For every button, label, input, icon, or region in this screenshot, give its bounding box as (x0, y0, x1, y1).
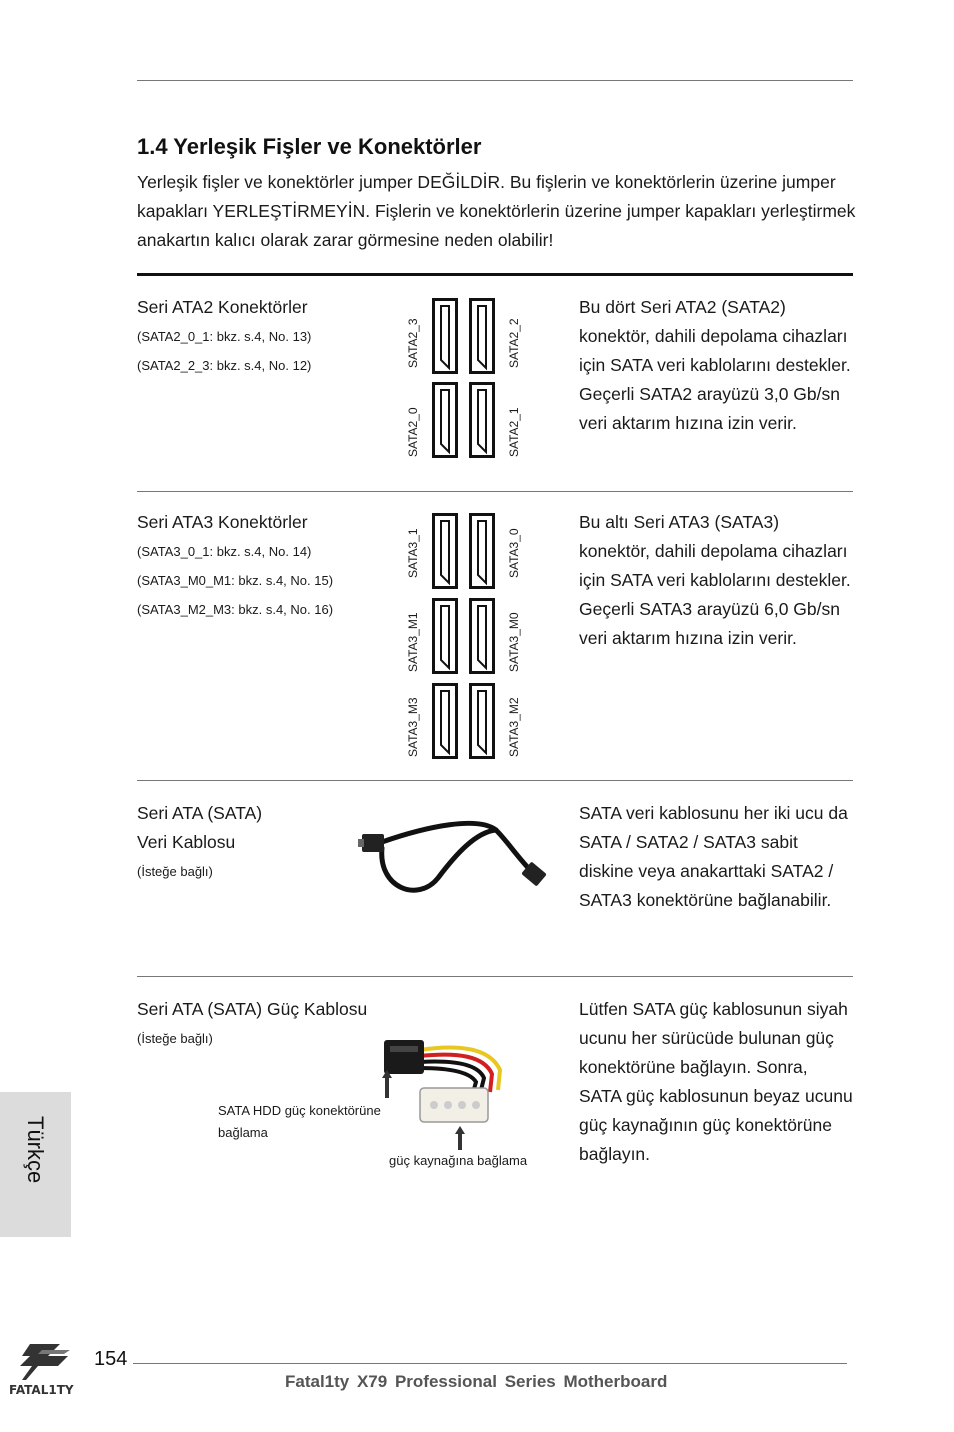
port-label-sata3-0: SATA3_0 (507, 528, 521, 578)
port-label-sata3-m1: SATA3_M1 (406, 612, 420, 672)
language-tab (0, 1092, 71, 1237)
data-cable-title-1: Seri ATA (SATA) (137, 803, 263, 823)
arrow-up-icon (381, 1068, 393, 1098)
caption-hdd-line-2: bağlama (218, 1125, 268, 1140)
power-cable-optional: (İsteğe bağlı) (137, 1031, 213, 1046)
sata-data-cable-icon (358, 808, 548, 908)
caption-hdd-connect (218, 1100, 381, 1144)
port-label-sata2-3: SATA2_3 (406, 318, 420, 368)
caption-psu-connect: güç kaynağına bağlama (389, 1153, 528, 1168)
top-rule (137, 80, 853, 81)
section-intro: Yerleşik fişler ve konektörler jumper DEĞİLDİR. Bu fişlerin ve konektörlerin üzerine jumper kapakları YERLEŞTİRMEYİN. Fişlerin ve konektörlerin üzerine jumper kapakları yerleştirmek anakartın kalıcı olarak zarar görmesine neden olabilir! (137, 172, 856, 250)
sata-power-cable-icon (380, 1030, 530, 1125)
footer-title: Fatal1ty X79 Professional Series Motherboard (285, 1372, 668, 1391)
port-label-sata2-1: SATA2_1 (507, 407, 521, 457)
sata-port-icon (469, 298, 495, 374)
logo-text: FATAL1TY (9, 1383, 74, 1397)
sata3-ref-1: (SATA3_0_1: bkz. s.4, No. 14) (137, 544, 312, 559)
data-cable-label-block (137, 799, 357, 886)
sata-port-icon (432, 298, 458, 374)
divider (137, 780, 853, 781)
footer-rule (133, 1363, 847, 1364)
data-cable-title-2: Veri Kablosu (137, 832, 236, 852)
port-label-sata2-0: SATA2_0 (406, 407, 420, 457)
port-label-sata3-1: SATA3_1 (406, 528, 420, 578)
sata3-label-block (137, 508, 397, 624)
sata3-description: Bu altı Seri ATA3 (SATA3) konektör, dahili depolama cihazları için SATA veri kablolarını destekler. Geçerli SATA3 arayüzü 6,0 Gb/sn veri aktarım hızına izin verir. (579, 512, 851, 648)
sata-port-icon (469, 382, 495, 458)
port-label-sata3-m2: SATA3_M2 (507, 697, 521, 757)
data-cable-description: SATA veri kablosunu her iki ucu da SATA / SATA2 / SATA3 sabit diskine veya anakarttaki SATA2 / SATA3 konektörüne bağlanabilir. (579, 803, 848, 910)
port-label-sata2-2: SATA2_2 (507, 318, 521, 368)
sata3-ref-2: (SATA3_M0_M1: bkz. s.4, No. 15) (137, 573, 334, 588)
thick-divider (137, 273, 853, 276)
fatal1ty-logo (8, 1340, 92, 1400)
power-cable-title: Seri ATA (SATA) Güç Kablosu (137, 999, 368, 1019)
sata2-title: Seri ATA2 Konektörler (137, 297, 308, 317)
sata-port-icon (469, 683, 495, 759)
arrow-up-icon (454, 1124, 466, 1150)
sata-port-icon (432, 513, 458, 589)
sata2-ref-1: (SATA2_0_1: bkz. s.4, No. 13) (137, 329, 312, 344)
sata2-ref-2: (SATA2_2_3: bkz. s.4, No. 12) (137, 358, 312, 373)
page-number: 154 (94, 1348, 128, 1370)
port-label-sata3-m3: SATA3_M3 (406, 697, 420, 757)
caption-hdd-line-1: SATA HDD güç konektörüne (218, 1103, 381, 1118)
sata-port-icon (432, 683, 458, 759)
divider (137, 491, 853, 492)
sata-port-icon (432, 598, 458, 674)
sata3-ref-3: (SATA3_M2_M3: bkz. s.4, No. 16) (137, 602, 334, 617)
sata-port-icon (469, 513, 495, 589)
sata-port-icon (469, 598, 495, 674)
sata2-description: Bu dört Seri ATA2 (SATA2) konektör, dahili depolama cihazları için SATA veri kablolarını destekler. Geçerli SATA2 arayüzü 3,0 Gb/sn veri aktarım hızına izin verir. (579, 297, 851, 433)
data-cable-optional: (İsteğe bağlı) (137, 864, 213, 879)
divider (137, 976, 853, 977)
sata3-title: Seri ATA3 Konektörler (137, 512, 308, 532)
port-label-sata3-m0: SATA3_M0 (507, 612, 521, 672)
language-label: Türkçe (23, 1116, 48, 1184)
power-cable-description: Lütfen SATA güç kablosunun siyah ucunu her sürücüde bulunan güç konektörüne bağlayın. Sonra, SATA güç kablosunun beyaz ucunu güç kaynağının güç konektörüne bağlayın. (579, 999, 853, 1164)
sata-port-icon (432, 382, 458, 458)
sata2-label-block (137, 293, 397, 380)
section-title: 1.4 Yerleşik Fişler ve Konektörler (137, 134, 482, 159)
